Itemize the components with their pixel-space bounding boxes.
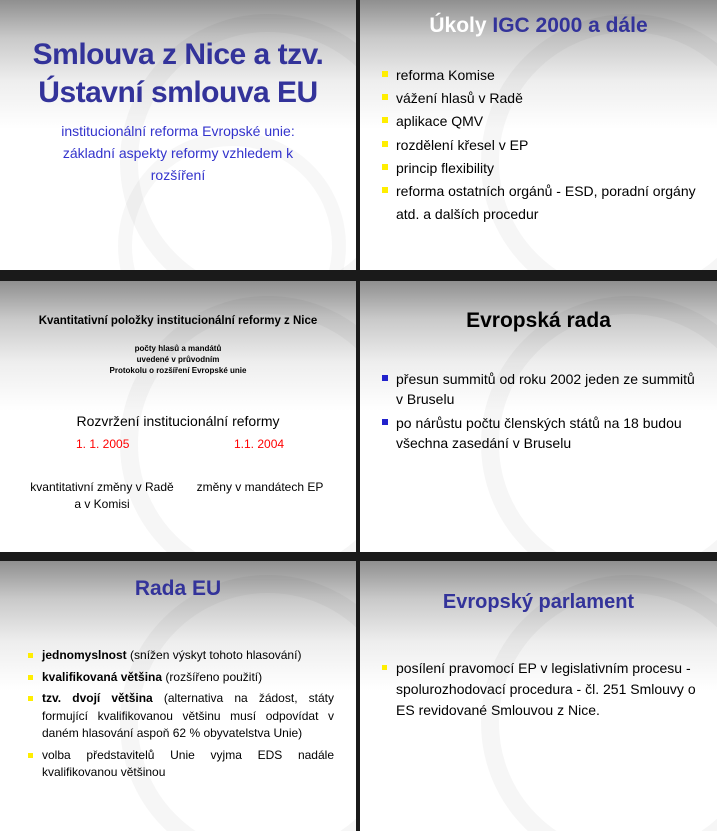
- slide-6-bullet-list: [380, 658, 699, 721]
- slide-4-title: Evropská rada: [466, 309, 611, 332]
- subtitle-line-3: rozšíření: [150, 167, 206, 183]
- slide-6-evropsky-parlament: [360, 561, 717, 831]
- small-note-line-2: uvedené v průvodním: [136, 355, 220, 364]
- slide-3-middle-text: Rozvržení institucionální reformy: [76, 413, 280, 429]
- small-note-line-3: Protokolu o rozšíření Evropské unie: [109, 366, 247, 375]
- list-item: přesun summitů od roku 2002 jeden ze summitů v Bruselu: [380, 369, 699, 409]
- slide-5-title: Rada EU: [134, 577, 222, 600]
- bullet-icon: [28, 653, 33, 658]
- subtitle-line-2: základní aspekty reformy vzhledem k: [62, 145, 294, 161]
- list-item: po nárůstu počtu členských států na 18 budou všechna zasedání v Bruselu: [380, 413, 699, 453]
- bullet-icon: [382, 71, 388, 77]
- slide-3-heading: Kvantitativní položky institucionální reformy z Nice: [38, 315, 318, 327]
- list-item: kvalifikovaná většina (rozšířeno použití): [26, 669, 334, 687]
- title-part-2: IGC 2000 a dále: [492, 14, 648, 37]
- bullet-icon: [382, 164, 388, 170]
- list-item: posílení pravomocí EP v legislativním procesu - spolurozhodovací procedura - čl. 251 Smlouvy o ES revidované Smlouvou z Nice.: [380, 658, 699, 721]
- bullet-icon: [28, 753, 33, 758]
- subtitle-line-1: institucionální reforma Evropské unie:: [61, 123, 295, 139]
- slide-4-bullet-list: [380, 369, 699, 457]
- slide-6-title: Evropský parlament: [442, 591, 635, 613]
- list-item: reforma ostatních orgánů - ESD, poradní orgány atd. a dalších procedur: [380, 180, 699, 226]
- slide-2-title: [360, 14, 717, 38]
- title-line-1: Smlouva z Nice a tzv.: [32, 38, 324, 71]
- title-line-2: Ústavní smlouva EU: [38, 76, 318, 109]
- slide-4-evropska-rada: [360, 281, 717, 552]
- list-item: vážení hlasů v Radě: [380, 87, 699, 110]
- slide-3-kvantitativni: [0, 281, 356, 552]
- date-left: 1. 1. 2005: [76, 437, 130, 451]
- list-item: rozdělení křesel v EP: [380, 134, 699, 157]
- bullet-icon: [382, 94, 388, 100]
- foot-right: změny v mandátech EP: [196, 480, 324, 494]
- slide-1-subtitle: [40, 120, 316, 186]
- slide-2-bullet-list: [380, 64, 699, 226]
- list-item: princip flexibility: [380, 157, 699, 180]
- slide-1-title-text: [0, 36, 356, 112]
- slide-5-bullet-list: [26, 647, 334, 786]
- bullet-icon: [382, 665, 387, 670]
- slide-1-title: [0, 0, 356, 270]
- list-item: volba představitelů Unie vyjma EDS nadále kvalifikovanou většinou: [26, 747, 334, 782]
- list-item: jednomyslnost (snížen výskyt tohoto hlasování): [26, 647, 334, 665]
- bullet-icon: [382, 375, 388, 381]
- list-item: reforma Komise: [380, 64, 699, 87]
- bullet-icon: [382, 419, 388, 425]
- title-part-1: Úkoly: [429, 14, 493, 37]
- bullet-icon: [28, 675, 33, 680]
- bullet-icon: [382, 117, 388, 123]
- list-item: aplikace QMV: [380, 110, 699, 133]
- bullet-icon: [382, 141, 388, 147]
- slide-5-rada-eu: [0, 561, 356, 831]
- date-right: 1.1. 2004: [234, 437, 285, 451]
- list-item: tzv. dvojí většina (alternativa na žádost, státy formující kvalifikovanou většinu musí odpovídat v daném hlasování aspoň 62 % obyvatelstva Unie): [26, 690, 334, 743]
- foot-left: kvantitativní změny v Radě a v Komisi: [30, 480, 174, 511]
- small-note-line-1: počty hlasů a mandátů: [134, 344, 222, 353]
- bullet-icon: [382, 187, 388, 193]
- bullet-icon: [28, 696, 33, 701]
- slide-2-ukoly: [360, 0, 717, 270]
